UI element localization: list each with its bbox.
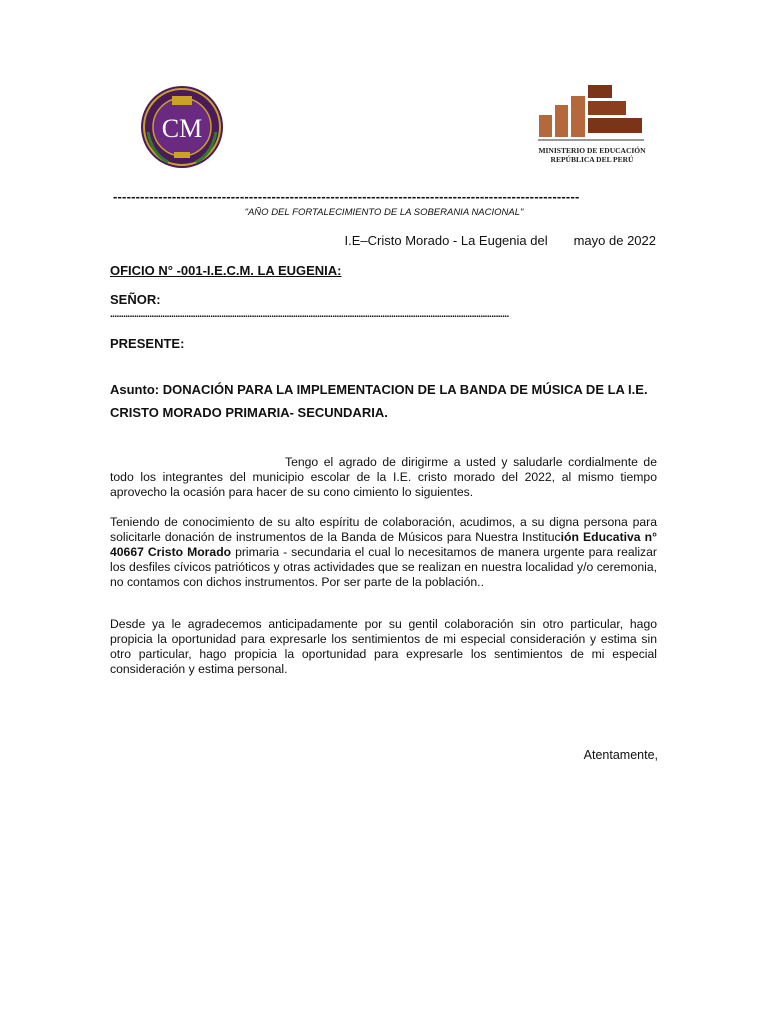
header-separator: ------------------------------------------------------------------------------------------------------- <box>113 190 580 204</box>
body-paragraph-2 <box>110 515 657 590</box>
closing-salutation: Atentamente, <box>583 748 658 762</box>
recipient-placeholder-line: ....................................................................................................................................................................................... <box>110 310 509 320</box>
body-paragraph-1: Tengo el agrado de dirigirme a usted y saludarle cordialmente de todo los integrantes del municipio escolar de la I.E. cristo morado del 2022, al mismo tiempo aprovecho la ocasión para hacer de su cono cimiento lo siguientes. <box>110 455 657 499</box>
ministry-logo-text <box>532 146 652 164</box>
school-name-emphasis: ión Educativa n° 40667 Cristo Morado <box>110 530 657 559</box>
school-logo <box>138 82 226 174</box>
oficio-number: OFICIO N° -001-I.E.C.M. LA EUGENIA: <box>110 263 342 278</box>
body-paragraph-2-start: Teniendo de conocimiento de su alto espíritu de colaboración, acudimos, a su digna persona para solicitarle donación de instrumentos de la Banda de Músicos para Nuestra Instituc <box>110 515 657 544</box>
subject-line <box>110 378 658 424</box>
presente-label: PRESENTE: <box>110 336 185 351</box>
ministry-line-2: REPÚBLICA DEL PERÚ <box>550 155 634 164</box>
year-motto: "AÑO DEL FORTALECIMIENTO DE LA SOBERANIA NACIONAL" <box>244 207 524 218</box>
subject-text: DONACIÓN PARA LA IMPLEMENTACION DE LA BANDA DE MÚSICA DE LA I.E. CRISTO MORADO PRIMARIA- SECUNDARIA. <box>110 382 648 420</box>
subject-label: Asunto: <box>110 382 160 397</box>
letter-date: mayo de 2022 <box>573 233 656 248</box>
ministry-line-1: MINISTERIO DE EDUCACIÓN <box>538 146 646 155</box>
body-paragraph-3: Desde ya le agradecemos anticipadamente por su gentil colaboración sin otro particular, hago propicia la oportunidad para expresarle los sentimientos de mi especial consideración y estima sin otro particular, hago propicia la oportunidad para expresarle los sentimientos de mi especial consideración y estima personal. <box>110 617 657 676</box>
svg-text:CM: CM <box>161 114 203 143</box>
letter-place: I.E–Cristo Morado - La Eugenia del <box>344 233 548 248</box>
place-date-line <box>110 233 656 248</box>
body-paragraph-2-end: primaria - secundaria el cual lo necesitamos de manera urgente para realizar los desfiles cívicos patrióticos y otras actividades que se realizan en nuestra localidad y/o ceremonia, no contamos con dichos instrumentos. Por ser parte de la población.. <box>110 545 657 589</box>
recipient-salutation: SEÑOR: <box>110 292 161 307</box>
